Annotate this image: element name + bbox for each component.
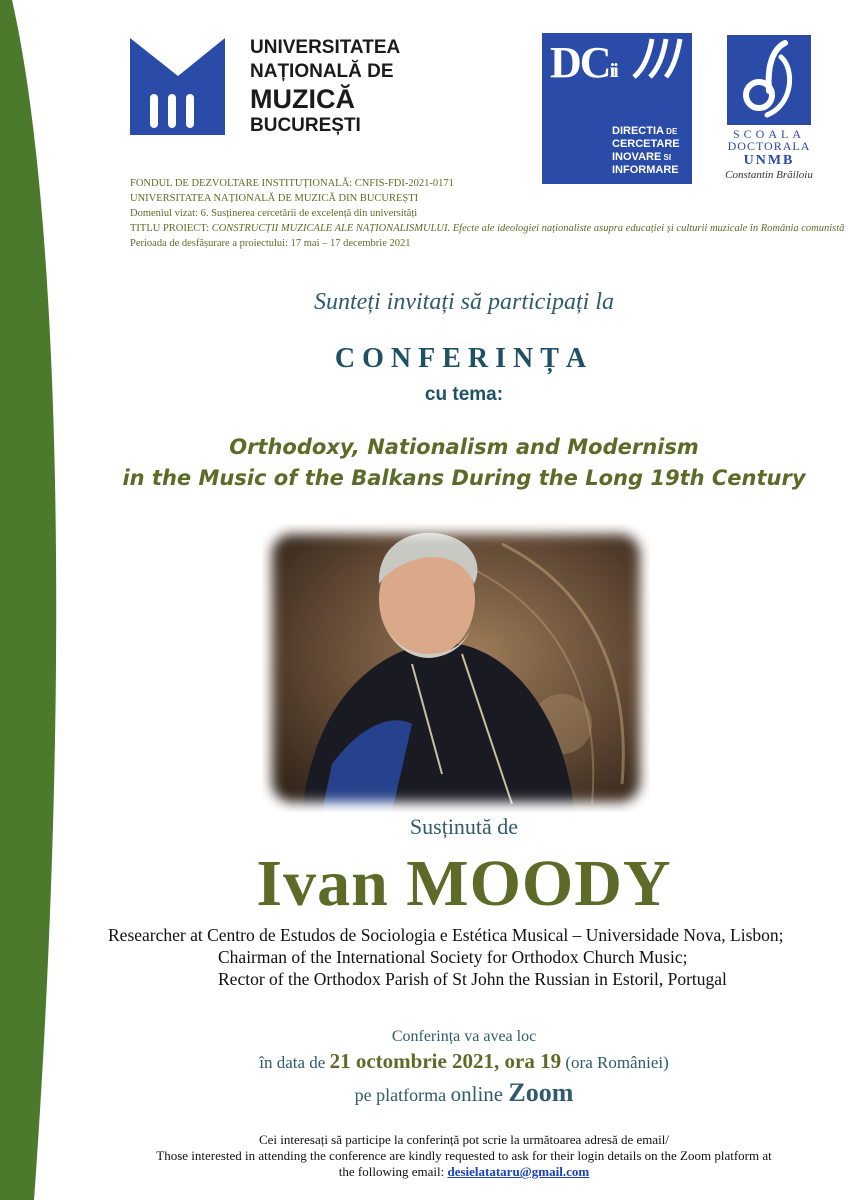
invitation-intro: Sunteți invitați să participați la: [314, 289, 614, 315]
event-date: în data de 21 octombrie 2021, ora 19 (ora României): [259, 1049, 669, 1073]
scoala-doctorala-text: SCOALA DOCTORALA UNMB Constantin Brăiloiu: [725, 127, 813, 181]
footer-line: Those interested in attending the conference are kindly requested to ask for their login details on the Zoom platform at: [156, 1148, 772, 1163]
university-name-line: BUCUREȘTI: [250, 115, 361, 136]
email-link[interactable]: desielatataru@gmail.com: [447, 1164, 590, 1179]
university-name: [250, 36, 400, 138]
waves-icon: [630, 37, 688, 83]
university-name-line: NAȚIONALĂ DE: [250, 61, 394, 82]
speaker-bio: [108, 924, 828, 990]
dcii-logo: [542, 33, 692, 184]
footer-line: the following email: desielatataru@gmail.com: [338, 1164, 590, 1179]
footer-contact: [40, 1132, 848, 1180]
event-type-heading: CONFERINȚA: [334, 343, 594, 374]
dcii-text: DIRECTIA DE CERCETARE INOVARE SI INFORMARE: [612, 125, 680, 176]
theme-label: cu tema:: [424, 384, 504, 405]
dcii-mark: DCii: [550, 38, 617, 87]
university-name-line: UNIVERSITATEA: [250, 37, 401, 58]
speaker-intro: Susținută de: [409, 814, 519, 839]
speaker-portrait: [262, 524, 650, 812]
university-name-line: MUZICĂ: [250, 84, 355, 114]
scoala-doctorala-logo: [727, 35, 811, 125]
fund-line: FONDUL DE DEZVOLTARE INSTITUȚIONALĂ: CNFIS-FDI-2021-0171: [130, 178, 454, 189]
bio-line: Chairman of the International Society for Orthodox Church Music;: [218, 947, 688, 967]
project-info: [130, 176, 845, 251]
university-line: UNIVERSITATEA NAȚIONALĂ DE MUZICĂ DIN BUCUREȘTI: [130, 193, 419, 204]
bio-line: Researcher at Centro de Estudos de Sociologia e Estética Musical – Universidade Nova, Lisbon;: [108, 925, 784, 945]
period-line: Perioada de desfășurare a proiectului: 17 mai – 17 decembrie 2021: [130, 238, 411, 249]
domain-line: Domeniul vizat: 6. Susținerea cercetării de excelență din universități: [130, 208, 418, 219]
footer-line: Cei interesați să participe la conferință pot scrie la următoarea adresă de email/: [258, 1132, 670, 1147]
unmb-logo: [130, 38, 225, 135]
speaker-name: Ivan MOODY: [256, 847, 672, 920]
talk-title: Orthodoxy, Nationalism and Modernism in the Music of the Balkans During the Long 19th Century: [122, 435, 806, 490]
event-platform: pe platforma online Zoom: [354, 1078, 574, 1107]
bio-line: Rector of the Orthodox Parish of St John the Russian in Estoril, Portugal: [218, 969, 727, 989]
location-intro: Conferința va avea loc: [391, 1028, 537, 1045]
project-title-line: TITLU PROIECT: CONSTRUCȚII MUZICALE ALE NAȚIONALISMULUI. Efecte ale ideologiei naționaliste asupra educației și culturii muzicale în România comunistă: [130, 223, 845, 234]
